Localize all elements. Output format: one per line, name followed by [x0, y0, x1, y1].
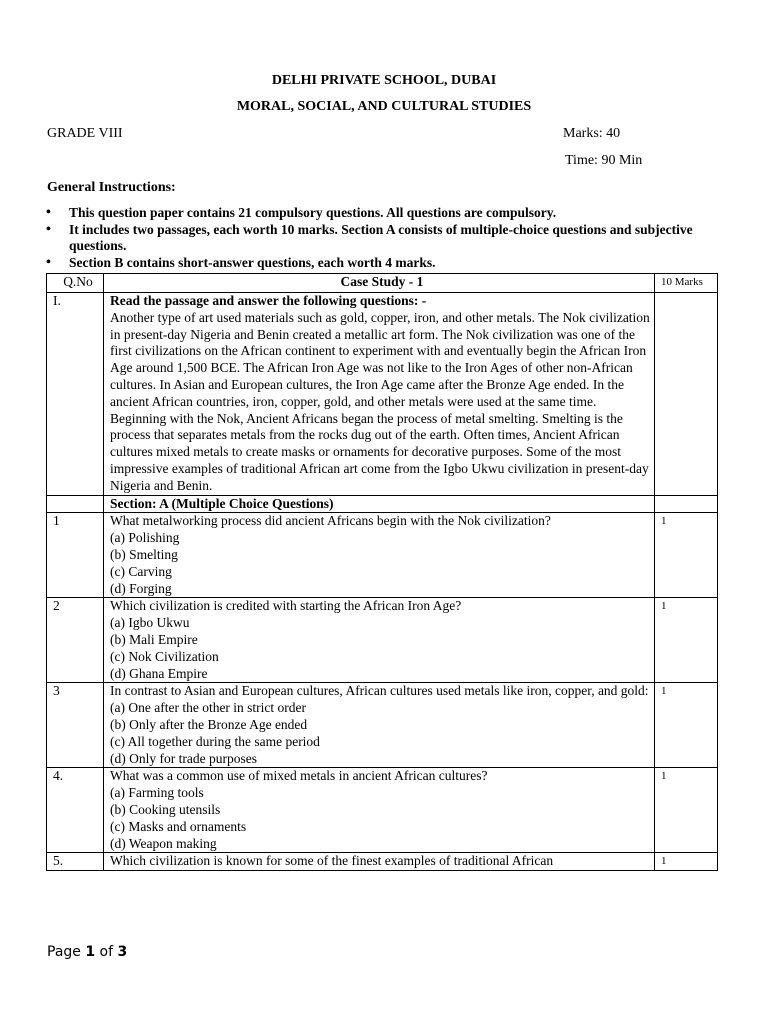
qno-header: Q.No	[47, 274, 104, 293]
question-row	[47, 853, 718, 871]
option-c: (c) Masks and ornaments	[110, 818, 247, 834]
instructions-title: General Instructions:	[47, 180, 176, 195]
question-text: What was a common use of mixed metals in ancient African cultures?	[110, 768, 488, 784]
question-row	[47, 768, 718, 853]
table-header-row	[47, 274, 718, 293]
passage-text: Another type of art used materials such as gold, copper, iron, and other metals. The Nok civilization in present-day Nigeria and Benin created a metallic art form. The Nok civilization was one of the first civilizations on the African continent to experiment with and eventually begin the African Iron Age around 1,500 BCE. The African Iron Age was not like to the Iron Ages of other non-African cultures. In Asian and European cultures, the Iron Age came after the Bronze Age ended. In the ancient African countries, iron, copper, gold, and other metals were used at the same time. Beginning with the Nok, Ancient Africans began the process of metal smelting. Smelting is the process that separates metals from the rocks dug out of the earth. Often times, Ancient African cultures mixed metals to create masks or ornaments for decorative purposes. Some of the most impressive examples of traditional African art come from the Igbo Ukwu civilization in present-day Nigeria and Benin.	[110, 309, 650, 493]
question-number: 3	[47, 683, 104, 768]
page-current: 1	[85, 944, 96, 960]
option-b: (b) Mali Empire	[110, 631, 198, 647]
marks-label: Marks: 40	[563, 126, 621, 141]
option-a: (a) Polishing	[110, 530, 180, 546]
question-marks: 1	[655, 768, 718, 853]
instruction-item: • This question paper contains 21 compulsory questions. All questions are compulsory.	[46, 205, 557, 220]
question-number: 5.	[47, 853, 104, 871]
option-a: (a) One after the other in strict order	[110, 700, 307, 716]
question-table	[46, 273, 718, 871]
question-cell	[104, 598, 655, 683]
option-c: (c) Carving	[110, 563, 172, 579]
question-text: Which civilization is credited with starting the African Iron Age?	[110, 598, 462, 614]
bullet-icon: •	[46, 221, 51, 237]
marks-header: 10 Marks	[655, 274, 718, 293]
bullet-icon: •	[46, 254, 51, 270]
bullet-icon: •	[46, 205, 51, 220]
question-cell	[104, 513, 655, 598]
option-d: (d) Only for trade purposes	[110, 750, 257, 766]
option-c: (c) All together during the same period	[110, 733, 320, 749]
option-d: (d) Forging	[110, 580, 172, 596]
passage-number: I.	[47, 293, 104, 496]
question-number: 2	[47, 598, 104, 683]
option-d: (d) Ghana Empire	[110, 665, 208, 681]
school-name: DELHI PRIVATE SCHOOL, DUBAI	[271, 73, 497, 88]
grade-label: GRADE VIII	[47, 126, 123, 141]
passage-row	[47, 293, 718, 496]
page-total: 3	[117, 944, 128, 960]
question-row	[47, 683, 718, 768]
question-marks: 1	[655, 853, 718, 871]
question-row	[47, 513, 718, 598]
page-prefix: Page	[47, 944, 86, 960]
question-text: Which civilization is known for some of the finest examples of traditional African	[110, 853, 554, 869]
question-cell	[104, 853, 655, 871]
question-cell	[104, 683, 655, 768]
passage-cell	[104, 293, 655, 496]
question-cell	[104, 768, 655, 853]
case-study-header: Case Study - 1	[104, 274, 655, 293]
question-row	[47, 598, 718, 683]
option-a: (a) Igbo Ukwu	[110, 615, 190, 631]
question-text: What metalworking process did ancient Africans begin with the Nok civilization?	[110, 513, 551, 529]
page-of: of	[95, 944, 118, 960]
option-b: (b) Smelting	[110, 546, 178, 562]
question-number: 1	[47, 513, 104, 598]
instruction-item: • It includes two passages, each worth 10 marks. Section A consists of multiple-choice questions and subjective questions.	[46, 221, 693, 253]
option-a: (a) Farming tools	[110, 785, 204, 801]
option-c: (c) Nok Civilization	[110, 648, 219, 664]
question-number: 4.	[47, 768, 104, 853]
question-marks: 1	[655, 513, 718, 598]
empty-cell	[655, 293, 718, 496]
option-b: (b) Only after the Bronze Age ended	[110, 716, 308, 732]
page-footer	[47, 944, 127, 960]
question-marks: 1	[655, 598, 718, 683]
empty-cell	[655, 495, 718, 513]
instruction-item: • Section B contains short-answer questions, each worth 4 marks.	[46, 254, 436, 270]
section-row	[47, 495, 718, 513]
subject-title: MORAL, SOCIAL, AND CULTURAL STUDIES	[236, 99, 532, 114]
instructions-list	[46, 205, 726, 271]
option-d: (d) Weapon making	[110, 835, 217, 851]
empty-cell	[47, 495, 104, 513]
section-a-title: Section: A (Multiple Choice Questions)	[104, 495, 655, 513]
question-marks: 1	[655, 683, 718, 768]
question-text: In contrast to Asian and European cultures, African cultures used metals like iron, copper, and gold:	[110, 683, 649, 699]
option-b: (b) Cooking utensils	[110, 801, 221, 817]
passage-heading: Read the passage and answer the following questions: -	[110, 293, 427, 308]
time-label: Time: 90 Min	[565, 153, 643, 168]
